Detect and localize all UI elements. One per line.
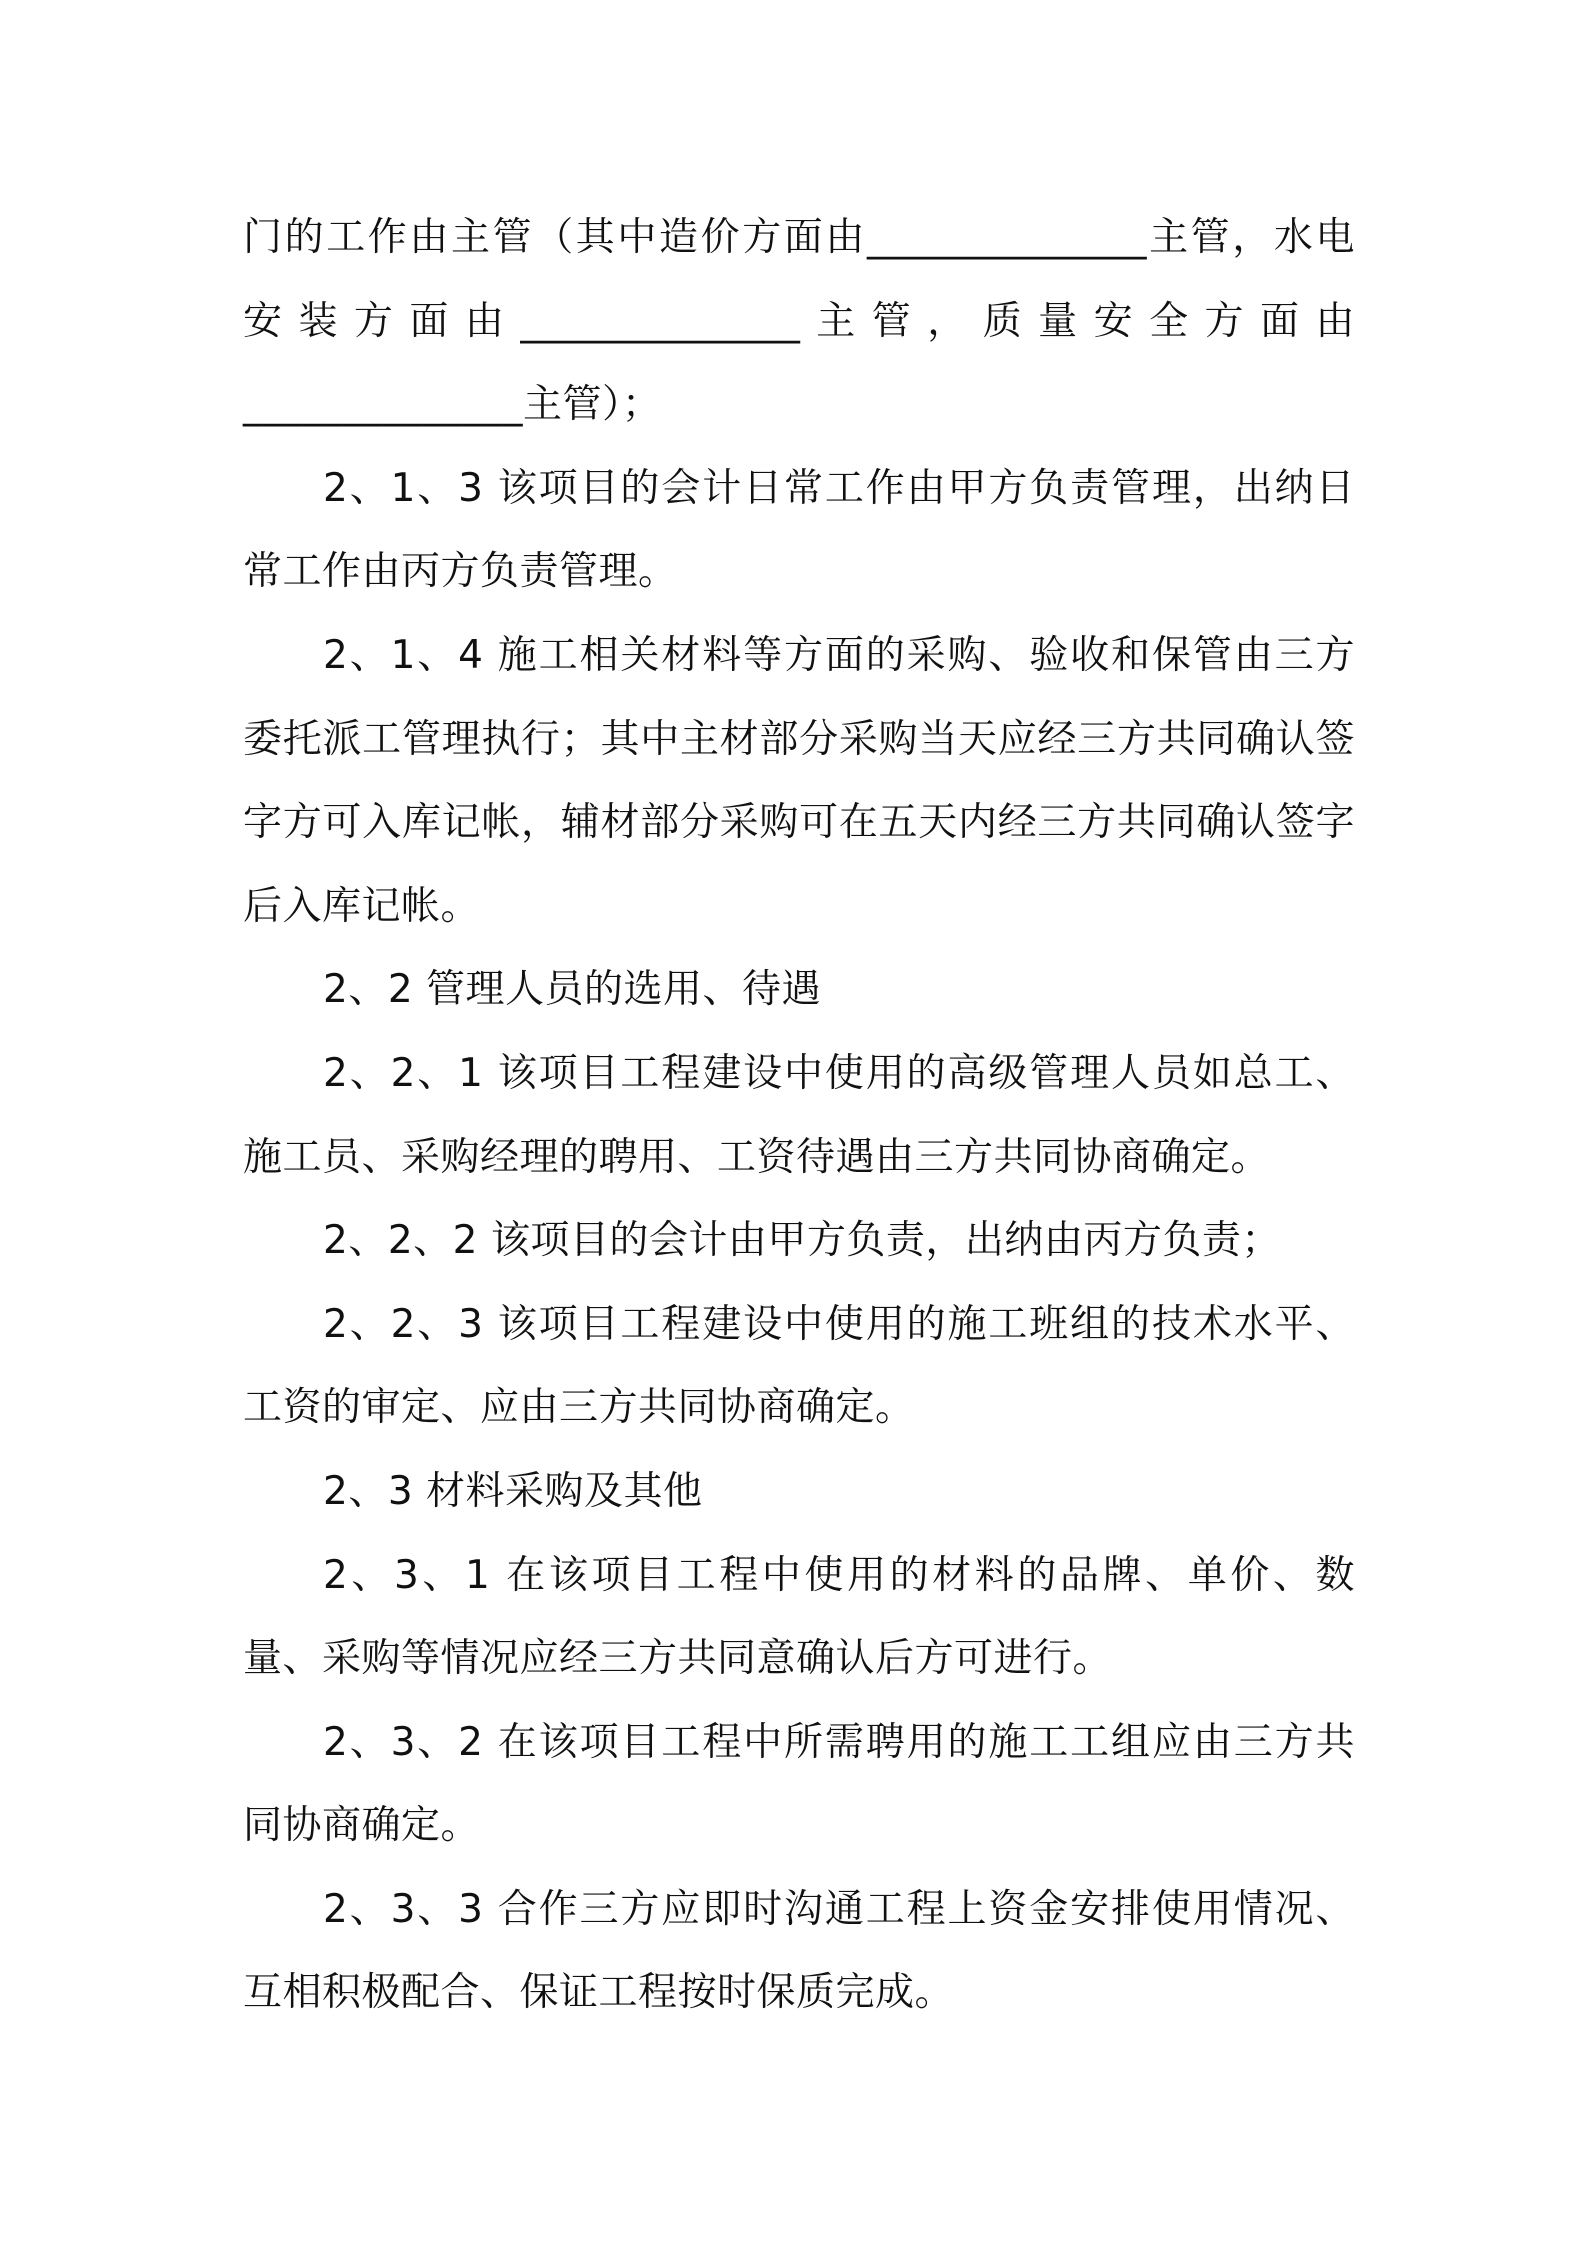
clause-2-1-3: 2、1、3 该项目的会计日常工作由甲方负责管理，出纳日常工作由丙方负责管理。 bbox=[243, 465, 1355, 595]
clause-2-1-4: 2、1、4 施工相关材料等方面的采购、验收和保管由三方委托派工管理执行；其中主材部分采购当天应经三方共同确认签字方可入库记帐，辅材部分采购可在五天内经三方共同确认签字后入库记帐。 bbox=[243, 632, 1355, 929]
clause-2-3-1: 2、3、1 在该项目工程中使用的材料的品牌、单价、数量、采购等情况应经三方共同意确认后方可进行。 bbox=[243, 1552, 1355, 1682]
clause-2-2-3: 2、2、3 该项目工程建设中使用的施工班组的技术水平、工资的审定、应由三方共同协商确定。 bbox=[243, 1301, 1355, 1431]
section-heading-2-2: 2、2 管理人员的选用、待遇 bbox=[323, 967, 822, 1013]
clause-2-2-2: 2、2、2 该项目的会计由甲方负责，出纳由丙方负责； bbox=[323, 1218, 1281, 1264]
section-heading-2-3: 2、3 材料采购及其他 bbox=[323, 1468, 703, 1514]
paragraph-line: 安装方面由______________主管，质量安全方面由 bbox=[243, 298, 1355, 344]
paragraph-line: 门的工作由主管（其中造价方面由______________主管，水电 bbox=[243, 215, 1355, 260]
paragraph-line: ______________主管）； bbox=[243, 382, 662, 428]
paragraph-supervisors bbox=[243, 196, 1355, 447]
clause-2-2-1: 2、2、1 该项目工程建设中使用的高级管理人员如总工、施工员、采购经理的聘用、工资待遇由三方共同协商确定。 bbox=[243, 1050, 1355, 1180]
document-body bbox=[243, 196, 1355, 2035]
clause-2-3-2: 2、3、2 在该项目工程中所需聘用的施工工组应由三方共同协商确定。 bbox=[243, 1719, 1355, 1849]
clause-2-3-3: 2、3、3 合作三方应即时沟通工程上资金安排使用情况、互相积极配合、保证工程按时保质完成。 bbox=[243, 1886, 1355, 2016]
